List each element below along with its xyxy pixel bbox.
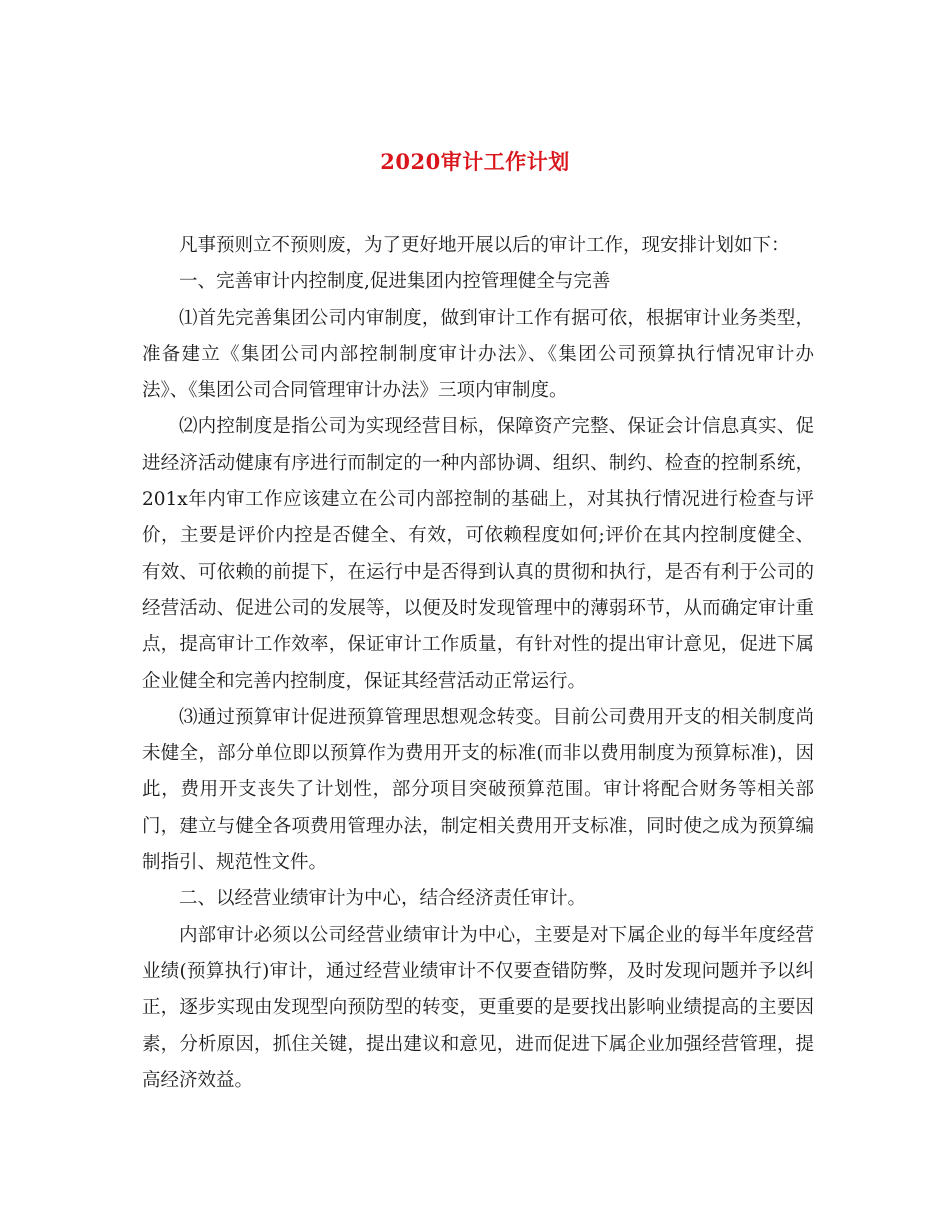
paragraph-section-2: 内部审计必须以公司经营业绩审计为中心，主要是对下属企业的每半年度经营业绩(预算执行)审计，通过经营业绩审计不仅要查错防弊，及时发现问题并予以纠正，逐步实现由发现型向预防型的转变，更重要的是要找出影响业绩提高的主要因素，分析原因，抓住关键，提出建议和意见，进而促进下属企业加强经营管理，提高经济效益。 [142, 924, 814, 1091]
paragraph-intro: 凡事预则立不预则废，为了更好地开展以后的审计工作，现安排计划如下： [179, 235, 790, 256]
paragraph-item-1: ⑴首先完善集团公司内审制度，做到审计工作有据可依，根据审计业务类型，准备建立《集团公司内部控制制度审计办法》、《集团公司预算执行情况审计办法》、《集团公司合同管理审计办法》三项内审制度。 [142, 307, 814, 402]
paragraph-item-3: ⑶通过预算审计促进预算管理思想观念转变。目前公司费用开支的相关制度尚未健全，部分单位即以预算作为费用开支的标准(而非以费用制度为预算标准)，因此，费用开支丧失了计划性，部分项目突破预算范围。审计将配合财务等相关部门，建立与健全各项费用管理办法，制定相关费用开支标准，同时使之成为预算编制指引、规范性文件。 [142, 706, 814, 874]
paragraph-item-2: ⑵内控制度是指公司为实现经营目标，保障资产完整、保证会计信息真实、促进经济活动健康有序进行而制定的一种内部协调、组织、制约、检查的控制系统，201x年内审工作应该建立在公司内部控制的基础上，对其执行情况进行检查与评价，主要是评价内控是否健全、有效，可依赖程度如何;评价在其内控制度健全、有效、可依赖的前提下，在运行中是否得到认真的贯彻和执行，是否有利于公司的经营活动、促进公司的发展等，以便及时发现管理中的薄弱环节，从而确定审计重点，提高审计工作效率，保证审计工作质量，有针对性的提出审计意见，促进下属企业健全和完善内控制度，保证其经营活动正常运行。 [142, 416, 814, 692]
section-heading-2: 二、以经营业绩审计为中心，结合经济责任审计。 [179, 888, 587, 910]
section-heading-1: 一、完善审计内控制度,促进集团内控管理健全与完善 [179, 271, 611, 293]
document-title: 2020审计工作计划 [380, 149, 570, 174]
document-body [142, 228, 814, 1099]
